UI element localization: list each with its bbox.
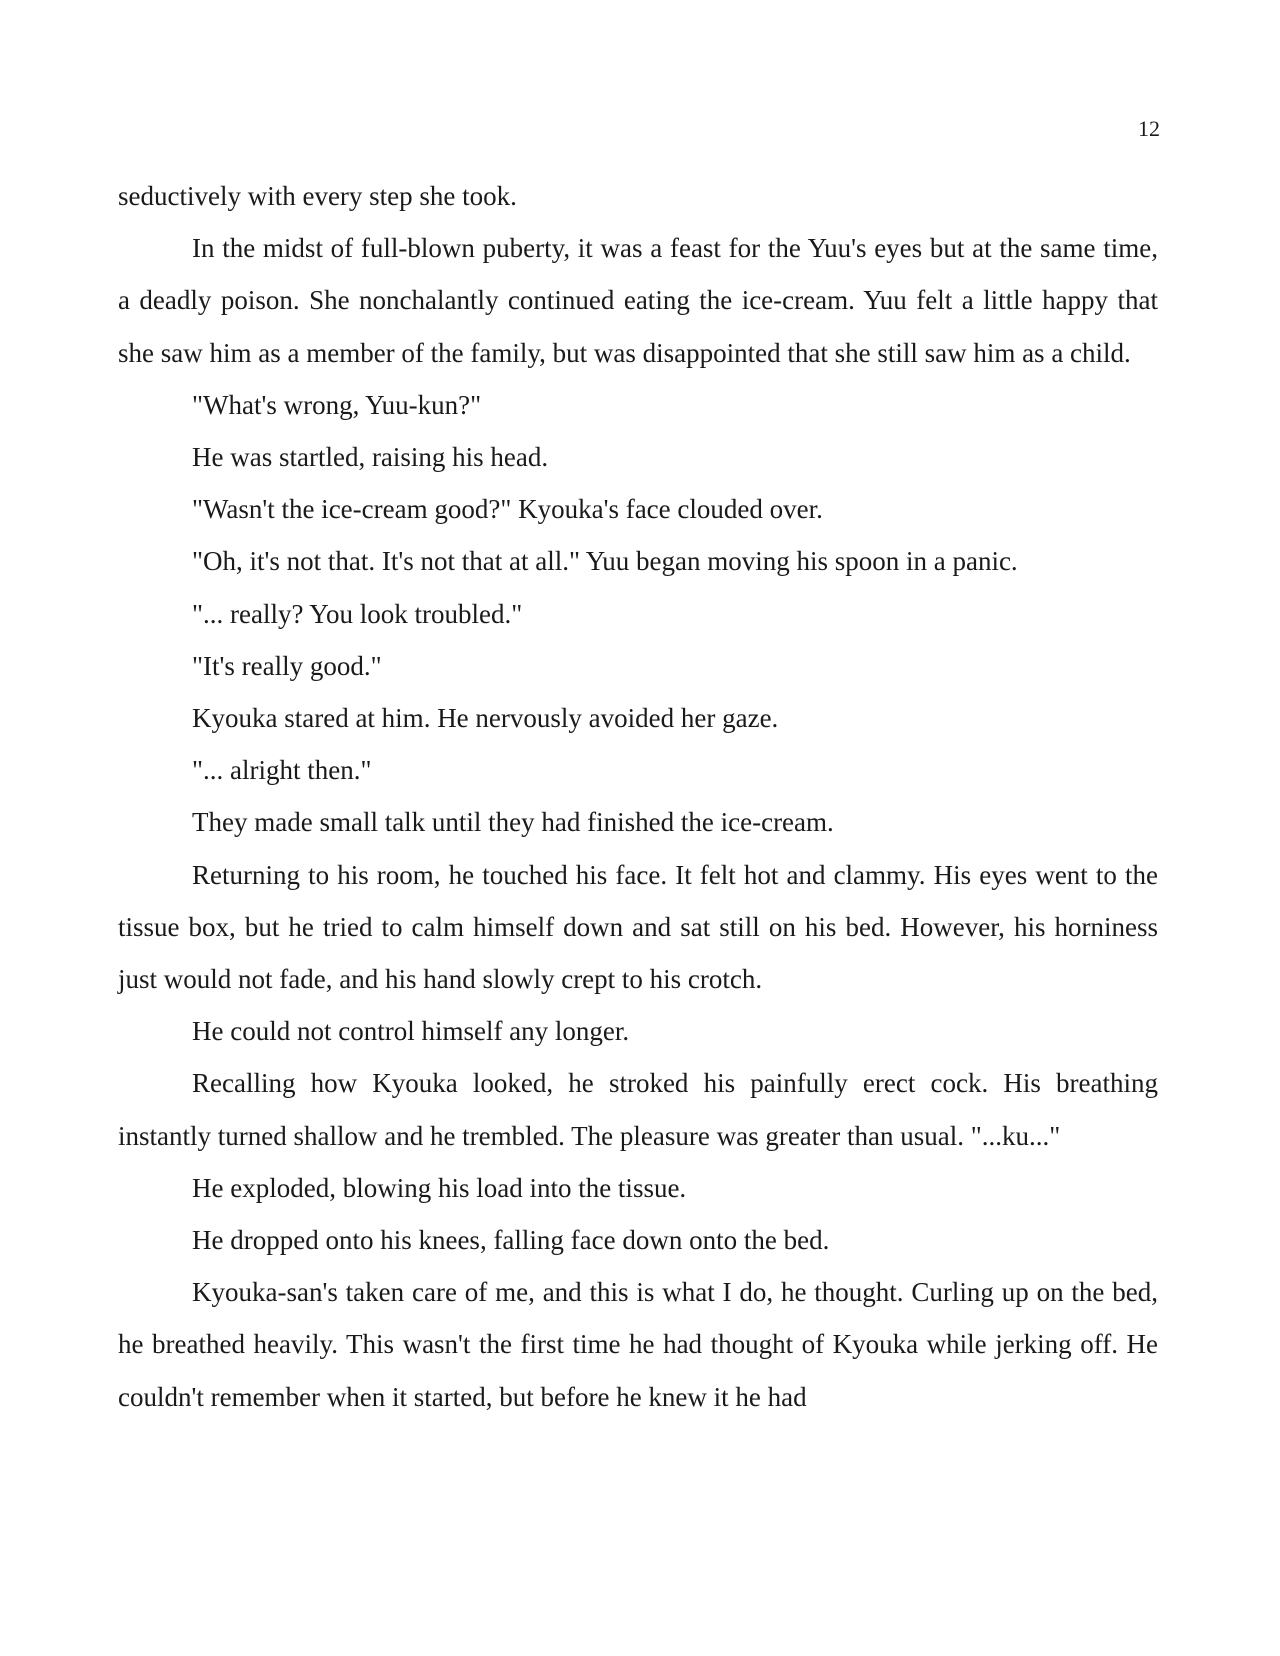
paragraph: "It's really good." <box>192 650 382 681</box>
paragraph: Kyouka-san's taken care of me, and this is what I do, he thought. Curling up on the bed, he breathed heavily. This wasn't the first time he had thought of Kyouka while jerking off. He couldn't remember when it started, but before he knew it he had <box>118 1277 1158 1412</box>
paragraph: He dropped onto his knees, falling face down onto the bed. <box>192 1225 830 1256</box>
paragraph: He was startled, raising his head. <box>192 442 549 473</box>
paragraph: In the midst of full-blown puberty, it was a feast for the Yuu's eyes but at the same time, a deadly poison. She nonchalantly continued eating the ice-cream. Yuu felt a little happy that she saw him as a member of the family, but was disappointed that she still saw him as a child. <box>118 233 1158 368</box>
paragraph: "Wasn't the ice-cream good?" Kyouka's face clouded over. <box>192 494 823 525</box>
paragraph: Kyouka stared at him. He nervously avoided her gaze. <box>192 703 779 734</box>
paragraph: "What's wrong, Yuu-kun?" <box>192 389 482 420</box>
paragraph: "... alright then." <box>192 755 372 786</box>
paragraph: He could not control himself any longer. <box>192 1016 630 1047</box>
page-number: 12 <box>1138 116 1160 141</box>
paragraph: "... really? You look troubled." <box>192 598 523 629</box>
paragraph: Recalling how Kyouka looked, he stroked his painfully erect cock. His breathing instantly turned shallow and he trembled. The pleasure was greater than usual. "...ku..." <box>118 1068 1158 1151</box>
paragraph: They made small talk until they had finished the ice-cream. <box>192 807 834 838</box>
paragraph: "Oh, it's not that. It's not that at all." Yuu began moving his spoon in a panic. <box>192 546 1018 577</box>
body-text <box>118 170 1158 1423</box>
paragraph: seductively with every step she took. <box>118 181 517 211</box>
paragraph: Returning to his room, he touched his face. It felt hot and clammy. His eyes went to the tissue box, but he tried to calm himself down and sat still on his bed. However, his horniness just would not fade, and his hand slowly crept to his crotch. <box>118 859 1158 995</box>
paragraph: He exploded, blowing his load into the tissue. <box>192 1172 687 1203</box>
